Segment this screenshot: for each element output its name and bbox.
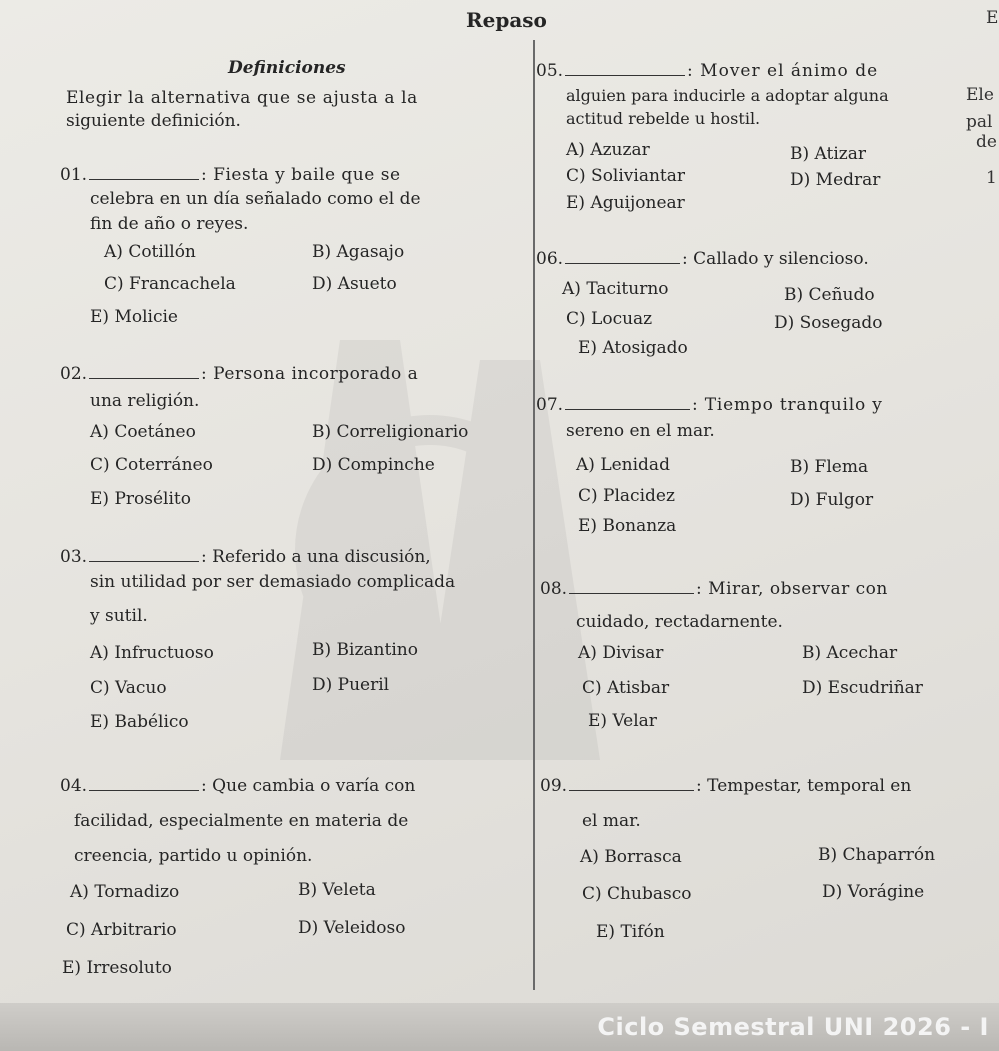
question-05-line-2: alguien para inducirle a adoptar alguna (566, 86, 889, 105)
option-07-d[interactable]: D) Fulgor (790, 490, 874, 510)
question-number: 02. (60, 364, 88, 384)
answer-blank[interactable] (565, 395, 690, 410)
question-number: 01. (60, 165, 88, 185)
option-06-c[interactable]: C) Locuaz (566, 309, 653, 329)
option-03-d[interactable]: D) Pueril (312, 675, 390, 695)
corner-letter: E (986, 8, 999, 28)
option-03-c[interactable]: C) Vacuo (90, 678, 167, 698)
page-title: Repaso (466, 8, 547, 32)
answer-blank[interactable] (569, 579, 694, 594)
option-05-b[interactable]: B) Atizar (790, 144, 866, 164)
question-number: 06. (536, 249, 564, 269)
question-03-line-3: y sutil. (90, 606, 148, 626)
instruction-line-1: Elegir la alternativa que se ajusta a la (66, 88, 418, 108)
question-04-line-3: creencia, partido u opinión. (74, 846, 313, 866)
option-06-d[interactable]: D) Sosegado (774, 313, 883, 333)
question-number: 04. (60, 776, 88, 796)
question-06-stem (536, 248, 869, 271)
question-number: 08. (540, 579, 568, 599)
option-06-a[interactable]: A) Taciturno (562, 279, 669, 299)
question-07-line-2: sereno en el mar. (566, 421, 715, 441)
question-number: 09. (540, 776, 568, 796)
answer-blank[interactable] (565, 249, 680, 264)
question-number: 03. (60, 547, 88, 567)
question-02-line-2: una religión. (90, 391, 200, 411)
option-08-e[interactable]: E) Velar (588, 711, 657, 731)
option-09-c[interactable]: C) Chubasco (582, 884, 692, 904)
option-01-b[interactable]: B) Agasajo (312, 242, 405, 262)
question-08-stem (540, 578, 888, 601)
option-05-e[interactable]: E) Aguijonear (566, 193, 685, 213)
option-03-a[interactable]: A) Infructuoso (90, 643, 214, 663)
option-04-c[interactable]: C) Arbitrario (66, 920, 177, 940)
footer-text: Ciclo Semestral UNI 2026 - I (597, 1013, 989, 1041)
question-08-line-2: cuidado, rectadarnente. (576, 612, 783, 632)
instruction-line-2: siguiente definición. (66, 111, 241, 131)
option-06-b[interactable]: B) Ceñudo (784, 285, 875, 305)
option-02-a[interactable]: A) Coetáneo (90, 422, 196, 442)
option-08-c[interactable]: C) Atisbar (582, 678, 670, 698)
option-09-b[interactable]: B) Chaparrón (818, 845, 936, 865)
edge-text-3: de (976, 132, 997, 152)
question-text: : Referido a una discusión, (201, 547, 431, 567)
question-02-stem (60, 363, 418, 386)
question-text: : Callado y silencioso. (682, 249, 869, 269)
column-divider (533, 40, 535, 990)
option-09-e[interactable]: E) Tifón (596, 922, 665, 942)
option-07-b[interactable]: B) Flema (790, 457, 869, 477)
answer-blank[interactable] (569, 776, 694, 791)
question-text: : Persona incorporado a (201, 364, 419, 384)
question-07-stem (536, 394, 883, 417)
option-01-e[interactable]: E) Molicie (90, 307, 178, 327)
question-01-line-3: fin de año o reyes. (90, 214, 249, 234)
question-03-line-2: sin utilidad por ser demasiado complicada (90, 572, 456, 592)
option-01-a[interactable]: A) Cotillón (104, 242, 196, 262)
option-02-c[interactable]: C) Coterráneo (90, 455, 213, 475)
question-03-stem (60, 546, 431, 569)
option-09-d[interactable]: D) Vorágine (822, 882, 925, 902)
edge-text-1: Ele (966, 85, 994, 105)
option-06-e[interactable]: E) Atosigado (578, 338, 688, 358)
option-08-b[interactable]: B) Acechar (802, 643, 898, 663)
question-05-stem (536, 60, 878, 83)
answer-blank[interactable] (89, 547, 199, 562)
question-number: 07. (536, 395, 564, 415)
answer-blank[interactable] (89, 165, 199, 180)
edge-text-2: pal (966, 112, 993, 132)
option-08-a[interactable]: A) Divisar (578, 643, 664, 663)
option-03-b[interactable]: B) Bizantino (312, 640, 418, 660)
question-01-stem (60, 164, 401, 187)
question-number: 05. (536, 61, 564, 81)
answer-blank[interactable] (89, 776, 199, 791)
question-text: : Que cambia o varía con (201, 776, 416, 796)
question-09-line-2: el mar. (582, 811, 641, 831)
question-text: : Fiesta y baile que se (201, 165, 401, 185)
option-07-a[interactable]: A) Lenidad (576, 455, 670, 475)
option-02-b[interactable]: B) Correligionario (312, 422, 469, 442)
option-05-a[interactable]: A) Azuzar (566, 140, 650, 160)
option-04-a[interactable]: A) Tornadizo (70, 882, 180, 902)
option-01-c[interactable]: C) Francachela (104, 274, 236, 294)
option-04-b[interactable]: B) Veleta (298, 880, 376, 900)
question-text: : Tiempo tranquilo y (692, 395, 883, 415)
question-04-line-2: facilidad, especialmente en materia de (74, 811, 409, 831)
edge-text-4: 1 (986, 168, 997, 188)
question-05-line-3: actitud rebelde u hostil. (566, 109, 761, 128)
option-07-e[interactable]: E) Bonanza (578, 516, 677, 536)
section-title: Definiciones (228, 58, 346, 78)
question-04-stem (60, 775, 415, 798)
question-09-stem (540, 775, 911, 798)
option-05-d[interactable]: D) Medrar (790, 170, 881, 190)
answer-blank[interactable] (565, 61, 685, 76)
question-text: : Mover el ánimo de (687, 61, 879, 81)
option-01-d[interactable]: D) Asueto (312, 274, 397, 294)
question-text: : Tempestar, temporal en (696, 776, 912, 796)
option-08-d[interactable]: D) Escudriñar (802, 678, 923, 698)
question-text: : Mirar, observar con (696, 579, 888, 599)
option-04-d[interactable]: D) Veleidoso (298, 918, 406, 938)
option-03-e[interactable]: E) Babélico (90, 712, 189, 732)
option-02-e[interactable]: E) Prosélito (90, 489, 191, 509)
option-05-c[interactable]: C) Soliviantar (566, 166, 686, 186)
question-01-line-2: celebra en un día señalado como el de (90, 189, 421, 209)
option-07-c[interactable]: C) Placidez (578, 486, 675, 506)
answer-blank[interactable] (89, 364, 199, 379)
option-09-a[interactable]: A) Borrasca (580, 847, 682, 867)
option-02-d[interactable]: D) Compinche (312, 455, 435, 475)
option-04-e[interactable]: E) Irresoluto (62, 958, 172, 978)
